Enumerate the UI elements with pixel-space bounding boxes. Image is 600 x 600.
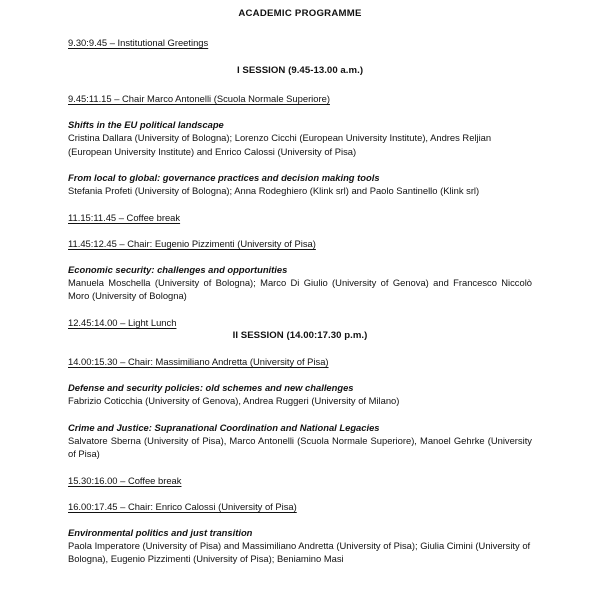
slot-label: 11.45:12.45 – Chair: Eugenio Pizzimenti (University of Pisa): [68, 237, 316, 249]
spacer: [68, 342, 532, 355]
slot-session-one-chair-one: [68, 92, 532, 105]
panel-title-local-global: From local to global: governance practices and decision making tools: [68, 172, 380, 184]
slot-label: 9.30:9.45 – Institutional Greetings: [68, 37, 209, 48]
spacer: [68, 461, 532, 474]
slot-institutional-greetings: [68, 36, 532, 49]
spacer: [68, 368, 532, 381]
session-one-heading: I SESSION (9.45-13.00 a.m.): [236, 65, 364, 76]
spacer: [68, 198, 532, 211]
panel-speakers-crime-justice: Salvatore Sberna (University of Pisa), Marco Antonelli (Scuola Normale Superiore), Manoel Gehrke (University of Pisa): [68, 434, 532, 460]
slot-label: 14.00:15.30 – Chair: Massimiliano Andretta (University of Pisa): [68, 355, 329, 367]
spacer: [68, 250, 532, 263]
panel-title-economic-security: Economic security: challenges and opportunities: [68, 263, 288, 275]
slot-coffee-break-afternoon: [68, 474, 532, 487]
panel-speakers-shifts-eu: Cristina Dallara (University of Bologna); Lorenzo Cicchi (European University Institute), Andres Reljian (European University Institute) and Enrico Calossi (University of Pisa): [68, 132, 492, 157]
panel-title-crime-justice: Crime and Justice: Supranational Coordination and National Legacies: [68, 421, 380, 433]
panel-speakers-local-global: Stefania Profeti (University of Bologna); Anna Rodeghiero (Klink srl) and Paolo Santinello (Klink srl): [68, 185, 480, 197]
slot-label: 9.45:11.15 – Chair Marco Antonelli (Scuola Normale Superiore): [68, 93, 330, 104]
slot-label: 16.00:17.45 – Chair: Enrico Calossi (University of Pisa): [68, 500, 297, 512]
slot-light-lunch: [68, 316, 532, 329]
spacer: [68, 487, 532, 500]
panel-speakers-defense-security: Fabrizio Coticchia (University of Genova), Andrea Ruggeri (University of Milano): [68, 394, 400, 406]
spacer: [68, 303, 532, 316]
panel-speakers-economic-security: Manuela Moschella (University of Bologna); Marco Di Giulio (University of Genova) and Francesco Niccolò Moro (University of Bologna): [68, 276, 532, 302]
spacer: [68, 513, 532, 526]
spacer: [68, 158, 532, 171]
slot-session-two-chair-one: [68, 355, 532, 368]
slot-session-two-chair-two: [68, 500, 532, 513]
slot-label: 12.45:14.00 – Light Lunch: [68, 316, 177, 328]
slot-label: 15.30:16.00 – Coffee break: [68, 474, 182, 486]
spacer: [68, 77, 532, 92]
spacer: [68, 408, 532, 421]
session-two-heading: II SESSION (14.00:17.30 p.m.): [232, 329, 368, 341]
panel-title-defense-security: Defense and security policies: old schemes and new challenges: [68, 381, 354, 393]
panel-title-environmental-politics: Environmental politics and just transition: [68, 526, 253, 538]
spacer: [68, 49, 532, 64]
spacer: [68, 105, 532, 118]
slot-coffee-break-morning: [68, 211, 532, 224]
page-title: ACADEMIC PROGRAMME: [238, 8, 362, 19]
panel-speakers-environmental-politics: Paola Imperatore (University of Pisa) and Massimiliano Andretta (University of Pisa); Giulia Cimini (University of Bologna), Eugenio Pizzimenti (University of Pisa); Beniamino Masi: [68, 539, 531, 565]
slot-label: 11.15:11.45 – Coffee break: [68, 211, 181, 223]
slot-session-one-chair-two: [68, 237, 532, 250]
spacer: [68, 224, 532, 237]
panel-title-shifts-eu: Shifts in the EU political landscape: [68, 119, 224, 130]
